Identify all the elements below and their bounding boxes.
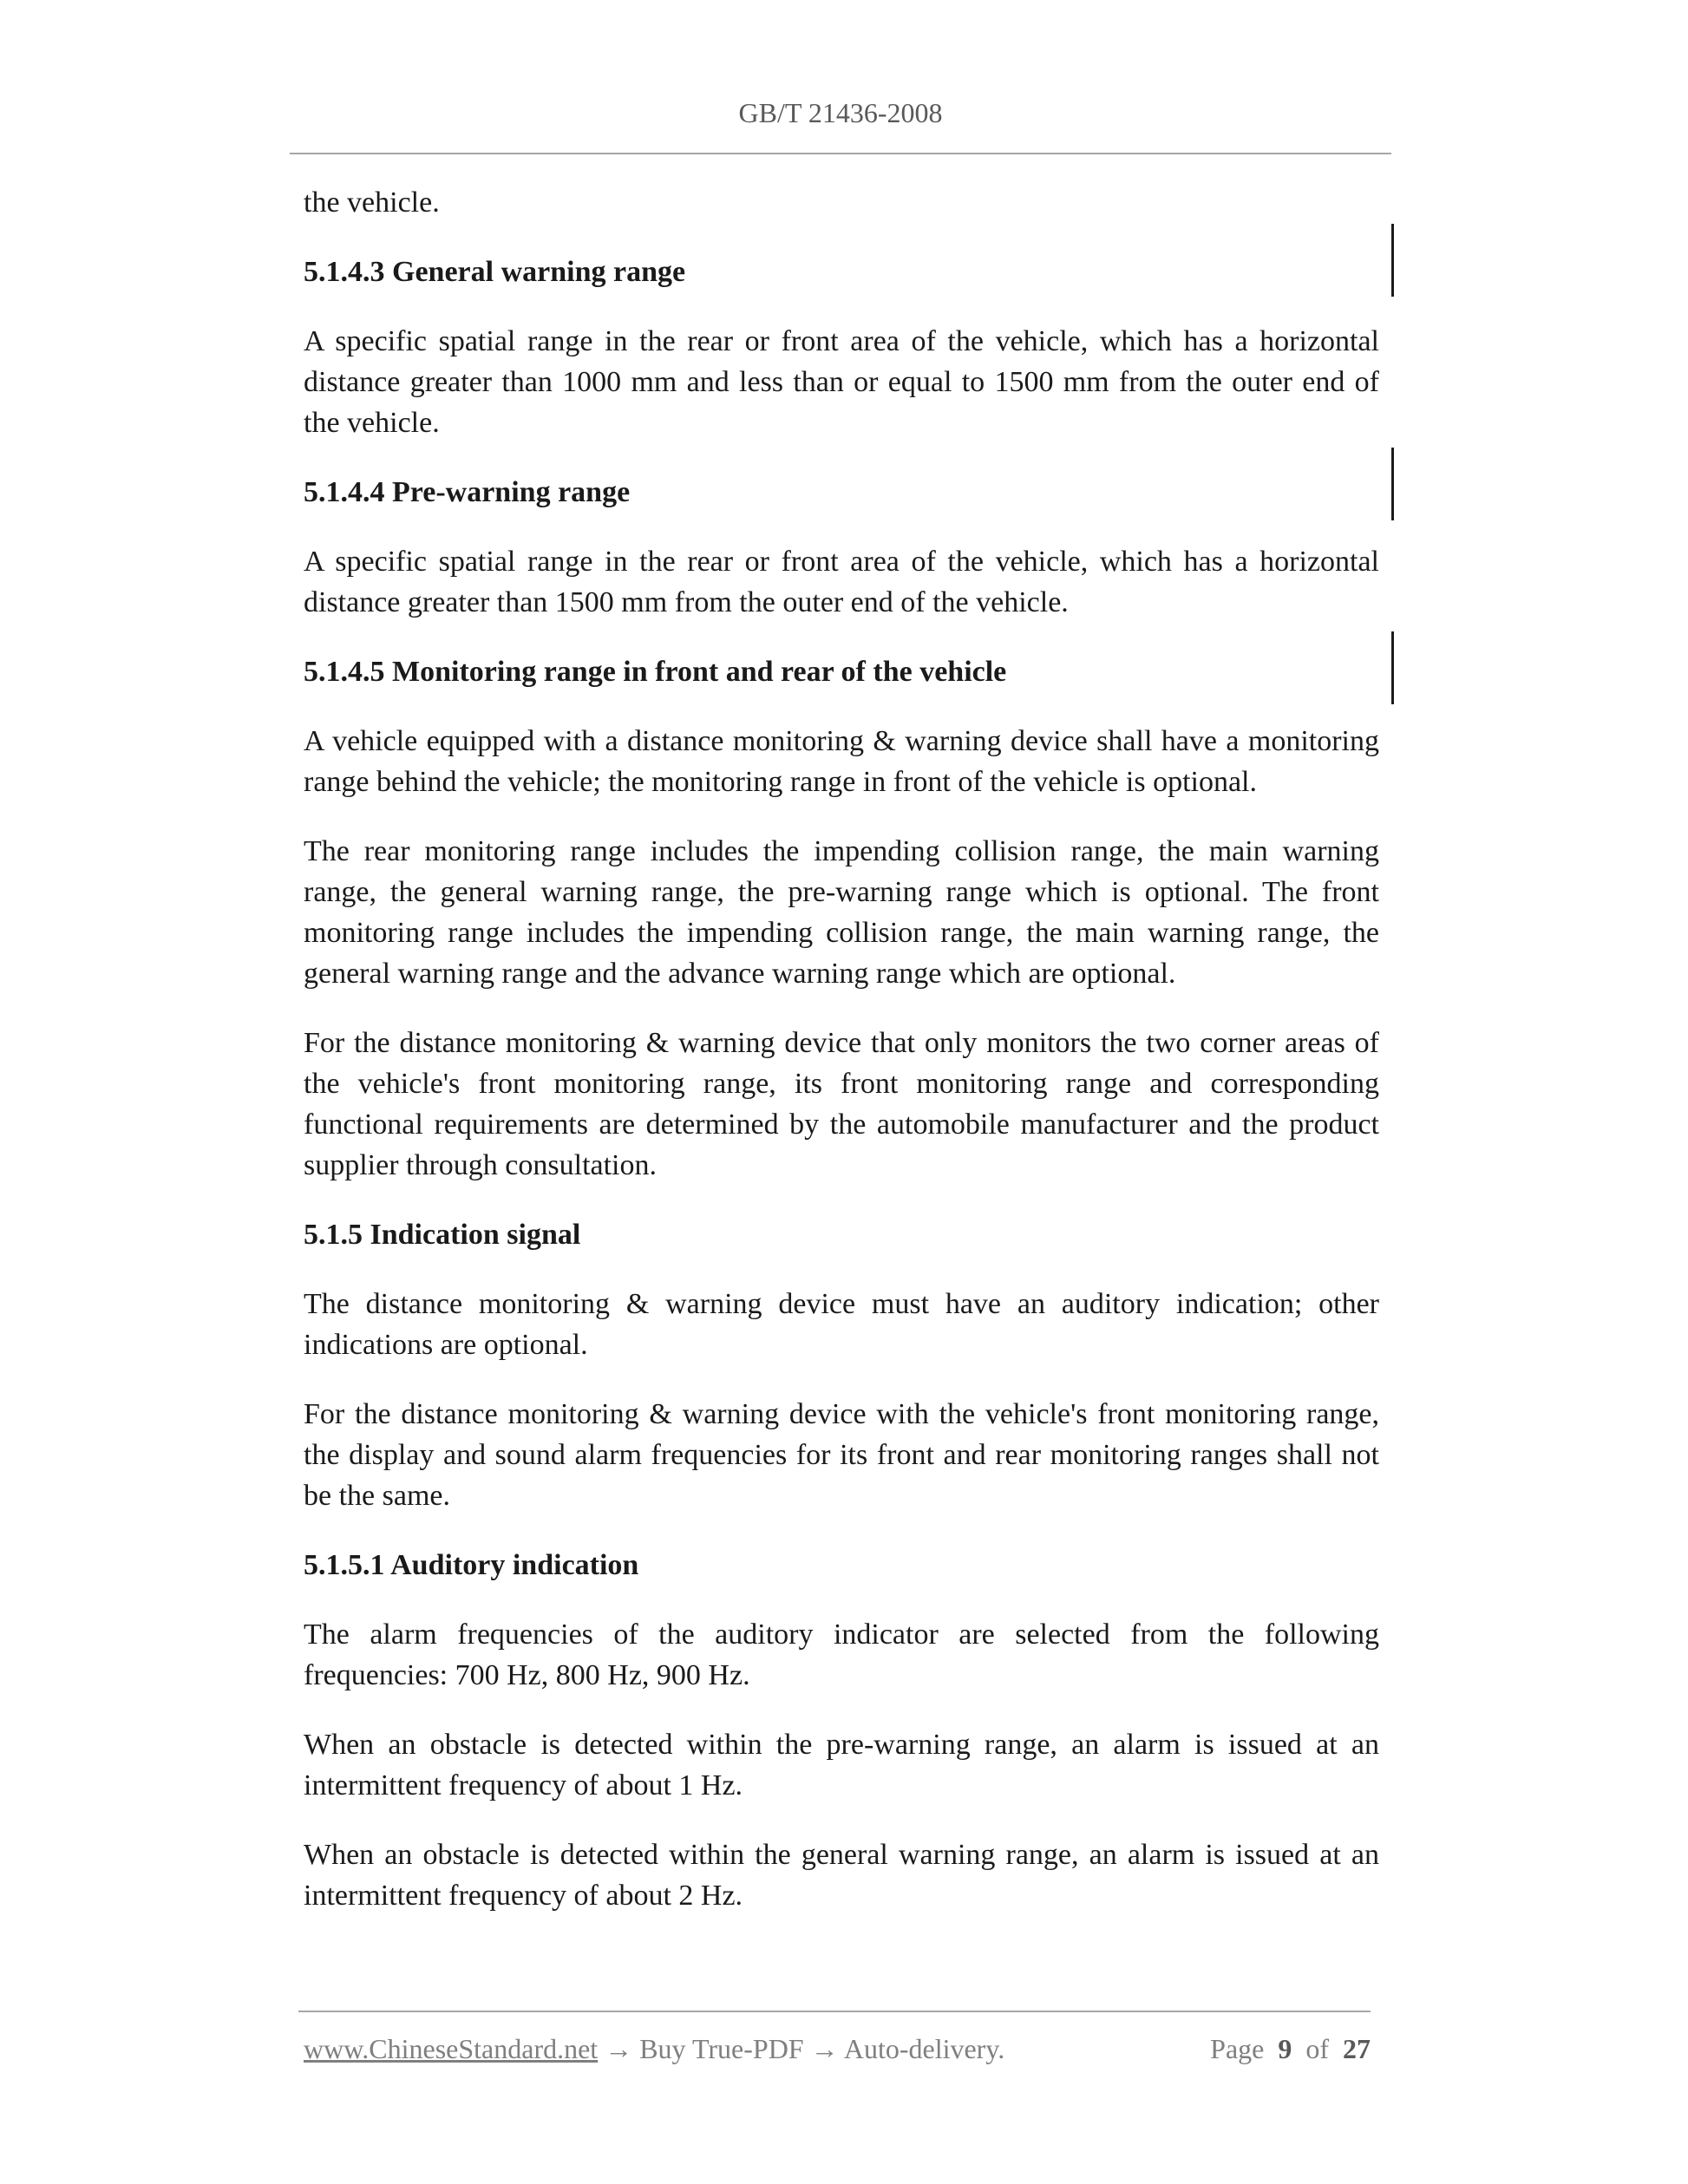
arrow-icon: → — [605, 2033, 633, 2064]
paragraph: A specific spatial range in the rear or front area of the vehicle, which has a horizontal distance greater than 1500 mm from the outer end of the vehicle. — [304, 546, 1379, 618]
revision-bar — [1391, 631, 1394, 704]
page-label: Page — [1210, 2033, 1265, 2064]
revision-bar — [1391, 448, 1394, 520]
section-heading: 5.1.4.3 General warning range — [304, 256, 686, 288]
footer-divider — [298, 2011, 1371, 2012]
delivery-text: Auto-delivery. — [843, 2033, 1005, 2064]
arrow-icon: → — [810, 2033, 839, 2064]
paragraph: For the distance monitoring & warning device with the vehicle's front monitoring range, the display and sound alarm frequencies for its front and rear monitoring ranges shall not be the same. — [304, 1398, 1379, 1512]
paragraph: For the distance monitoring & warning device that only monitors the two corner areas of the vehicle's front monitoring range, its front monitoring range and corresponding functional requirements are determined by the automobile manufacturer and the product supplier through consultation. — [304, 1027, 1379, 1181]
section-heading: 5.1.4.4 Pre-warning range — [304, 476, 631, 508]
paragraph: A specific spatial range in the rear or front area of the vehicle, which has a horizontal distance greater than 1000 mm and less than or equal to 1500 mm from the outer end of the vehicle. — [304, 325, 1379, 439]
current-page-number: 9 — [1278, 2033, 1292, 2064]
paragraph: When an obstacle is detected within the pre-warning range, an alarm is issued at an intermittent frequency of about 1 Hz. — [304, 1729, 1379, 1801]
footer-promo — [304, 2030, 1004, 2068]
total-pages-number: 27 — [1343, 2033, 1371, 2064]
header-divider — [290, 153, 1391, 154]
paragraph: When an obstacle is detected within the general warning range, an alarm is issued at an intermittent frequency of about 2 Hz. — [304, 1839, 1379, 1912]
paragraph: The rear monitoring range includes the impending collision range, the main warning range, the general warning range, the pre-warning range which is optional. The front monitoring range includes the impending collision range, the main warning range, the general warning range and the advance warning range which are optional. — [304, 835, 1379, 990]
section-heading: 5.1.4.5 Monitoring range in front and rear of the vehicle — [304, 656, 1007, 688]
document-body — [304, 182, 1379, 1945]
document-id-header: GB/T 21436-2008 — [738, 97, 943, 128]
of-label: of — [1305, 2033, 1329, 2064]
paragraph: the vehicle. — [304, 186, 440, 219]
buy-pdf-text: Buy True-PDF — [639, 2033, 804, 2064]
section-heading: 5.1.5 Indication signal — [304, 1219, 581, 1251]
page-counter — [1210, 2030, 1371, 2068]
revision-bar — [1391, 224, 1394, 297]
site-link[interactable]: www.ChineseStandard.net — [304, 2033, 599, 2064]
paragraph: A vehicle equipped with a distance monitoring & warning device shall have a monitoring range behind the vehicle; the monitoring range in front of the vehicle is optional. — [304, 725, 1379, 798]
paragraph: The distance monitoring & warning device must have an auditory indication; other indications are optional. — [304, 1288, 1379, 1361]
paragraph: The alarm frequencies of the auditory indicator are selected from the following frequencies: 700 Hz, 800 Hz, 900 Hz. — [304, 1618, 1379, 1691]
section-heading: 5.1.5.1 Auditory indication — [304, 1549, 639, 1581]
